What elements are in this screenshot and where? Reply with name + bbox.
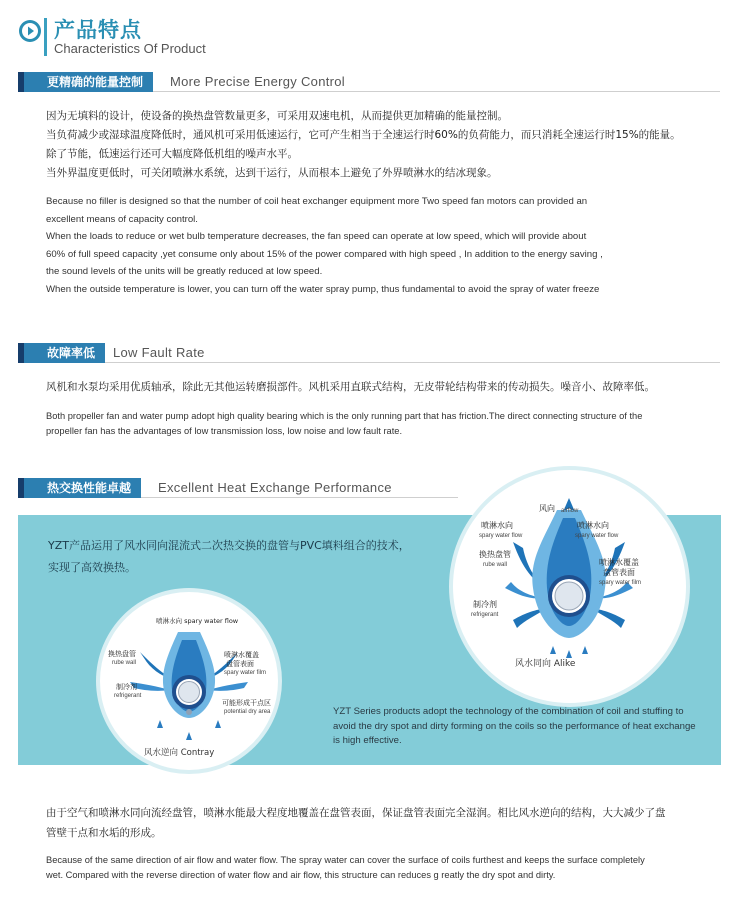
section-title-heat: Excellent Heat Exchange Performance <box>158 480 392 495</box>
text-line: 60% of full speed capacity ,yet consume only about 15% of the power compared with high speed , In addition to the energy saving , <box>46 248 603 260</box>
label-airflow-en: airflow <box>561 508 579 514</box>
diagram-contray <box>100 592 278 770</box>
section-title-energy: More Precise Energy Control <box>170 74 345 89</box>
text-line: 除了节能，低速运行还可大幅度降低机组的噪声水平。 <box>46 148 298 160</box>
label-spray-cn: 喷淋水向 <box>481 521 513 530</box>
label-film-en: spary water film <box>599 580 642 586</box>
page-subtitle: Characteristics Of Product <box>54 41 206 56</box>
text-line: Both propeller fan and water pump adopt high quality bearing which is the only running part that has friction.The direct connecting structure of the <box>46 411 643 421</box>
label-airflow-cn: 风向 <box>539 504 555 513</box>
label-spray: 喷淋水向 spary water flow <box>156 617 239 625</box>
header-divider <box>44 18 47 56</box>
section-tag-energy: 更精确的能量控制 <box>18 72 153 92</box>
label-tube-cn: 换热盘管 <box>108 650 136 658</box>
text-line: When the outside temperature is lower, you can turn off the water spray pump, thus fundamental to avoid the spray of water freeze <box>46 283 600 295</box>
label-dry-en: potential dry area <box>224 709 271 715</box>
text-line: 管壁干点和水垢的形成。 <box>46 827 162 839</box>
text-line: the sound levels of the units will be greatly reduced at low speed. <box>46 266 323 278</box>
label-refrig-en: refrigerant <box>471 612 499 618</box>
text-line: When the loads to reduce or wet bulb temperature decreases, the fan speed can operate at low speed, which will provide about <box>46 231 587 243</box>
text-line: 当外界温度更低时，可关闭喷淋水系统，达到干运行，从而根本上避免了外界喷淋水的结冰现象。 <box>46 167 498 179</box>
section-tag-fault: 故障率低 <box>18 343 105 363</box>
energy-cn-text <box>46 107 681 183</box>
diagram-alike <box>453 470 686 703</box>
label-film-cn: 喷淋水覆盖 <box>224 651 259 659</box>
text-line: Because of the same direction of air flow and water flow. The spray water can cover the surface of coils furthest and keeps the surface completely <box>46 855 645 865</box>
label-spray-cn-right: 喷淋水向 <box>577 521 609 530</box>
text-line: 当负荷减少或湿球温度降低时，通风机可采用低速运行，它可产生相当于全速运行时60%的负荷能力，而只消耗全速运行时15%的能量。 <box>46 129 681 141</box>
page-title: 产品特点 <box>54 18 142 42</box>
label-spray-en-right: spary water flow <box>575 533 619 539</box>
energy-en-text <box>46 193 722 299</box>
label-refrig-cn: 制冷剂 <box>116 683 137 691</box>
text-line: 由于空气和喷淋水同向流经盘管，喷淋水能最大程度地覆盖在盘管表面，保证盘管表面完全湿润。相比风水逆向的结构，大大减少了盘 <box>46 807 666 819</box>
section-tag-heat: 热交换性能卓越 <box>18 478 141 498</box>
label-film-cn2: 盘管表面 <box>603 568 635 577</box>
label-film-cn2: 盘管表面 <box>226 660 254 668</box>
label-spray-en: spary water flow <box>479 533 523 539</box>
label-dry-cn: 可能形成干点区 <box>222 699 271 707</box>
text-line: wet. Compared with the reverse direction of water flow and air flow, this structure can reduces g reatly the dry spot and dirty. <box>46 870 556 880</box>
label-tube-cn: 换热盘管 <box>479 550 511 559</box>
heat-en-text <box>46 853 722 883</box>
label-refrig-cn: 制冷剂 <box>473 600 497 609</box>
play-circle-icon <box>18 19 42 43</box>
caption-contray: 风水逆向 Contray <box>144 748 215 758</box>
label-tube-en: rube wall <box>483 562 508 568</box>
band-en-text: YZT Series products adopt the technology of the combination of coil and stuffing to avoid the dry spot and dirty forming on the coils so the performance of heat exchange is high effective. <box>333 706 696 746</box>
text-line: excellent means of capacity control. <box>46 213 198 225</box>
caption-alike: 风水同向 Alike <box>515 659 576 669</box>
text-line: 因为无填料的设计，使设备的换热盘管数量更多，可采用双速电机，从而提供更加精确的能量控制。 <box>46 110 508 122</box>
text-line: propeller fan has the advantages of low transmission loss, low noise and low fault rate. <box>46 426 403 436</box>
label-refrig-en: refrigerant <box>114 693 142 699</box>
fault-en-text <box>46 409 722 439</box>
text-line: Because no filler is designed so that the number of coil heat exchanger equipment more Two speed fan motors can provided an <box>46 196 588 207</box>
heat-cn-text <box>46 803 666 843</box>
label-film-en: spary water film <box>224 670 267 676</box>
label-film-cn: 喷淋水覆盖 <box>599 558 639 567</box>
band-cn-text: YZT产品运用了风水同向混流式二次热交换的盘管与PVC填料组合的技术，实现了高效换热。 <box>48 539 410 574</box>
section-title-fault: Low Fault Rate <box>113 345 205 360</box>
label-tube-en: rube wall <box>112 660 137 666</box>
fault-cn-text: 风机和水泵均采用优质轴承，除此无其他运转磨损部件。风机采用直联式结构，无皮带轮结构带来的传动损失。噪音小、故障率低。 <box>46 381 655 393</box>
section-divider <box>18 362 720 363</box>
